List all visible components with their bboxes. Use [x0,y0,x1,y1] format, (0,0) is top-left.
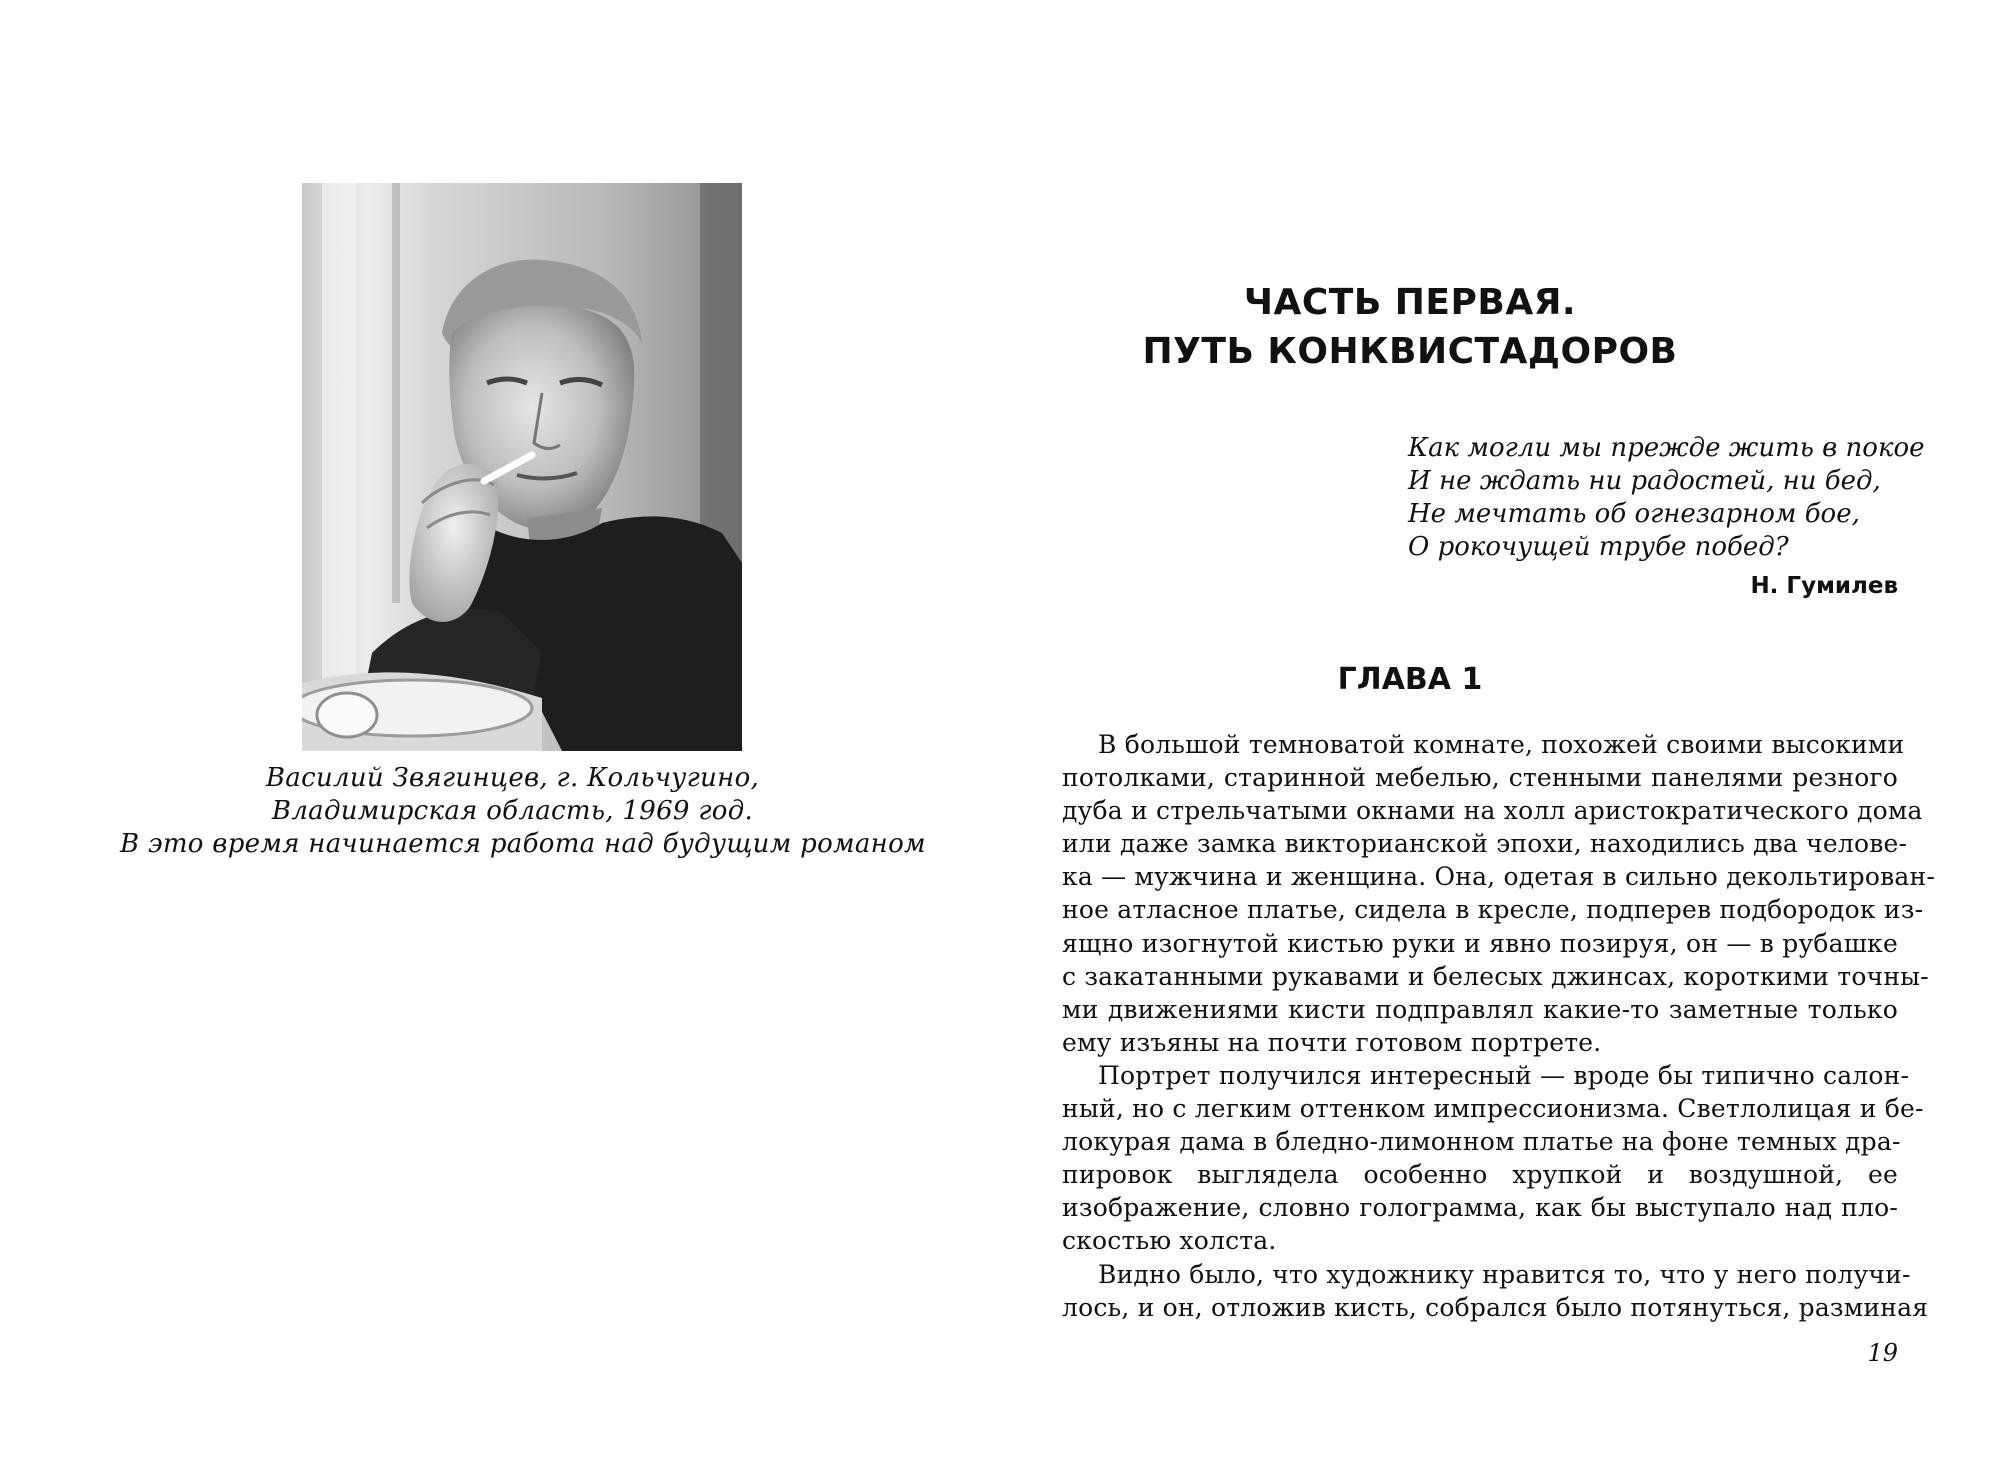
portrait-photo-image [302,183,742,751]
body-text-line: ный, но с легким оттенком импрессионизма. Светлолицая и бе- [1062,1094,1924,1124]
portrait-photo [302,183,742,751]
body-text-line: В большой темноватой комнате, похожей своими высокими [1098,730,1905,759]
body-text-line: ка — мужчина и женщина. Она, одетая в сильно декольтирован- [1062,862,1935,892]
epigraph [1408,432,1925,564]
part-heading [1060,278,1760,376]
epigraph-line: О рокочущей трубе побед? [1408,532,1789,562]
body-text-line: ное атласное платье, сидела в кресле, подперев подбородок из- [1062,895,1924,925]
photo-caption [120,762,926,861]
body-text-line: локурая дама в бледно-лимонном платье на фоне темных дра- [1062,1127,1901,1157]
body-text-line: ми движениями кисти подправлял какие-то заметные только [1062,994,1898,1024]
body-text-line: пировок выглядела особенно хрупкой и воздушной, ее [1062,1160,1898,1190]
body-text-line: потолками, старинной мебелью, стенными панелями резного [1062,763,1898,793]
body-text-line: Портрет получился интересный — вроде бы типично салон- [1098,1060,1910,1090]
body-text-line: ящно изогнутой кистью руки и явно позируя, он — в рубашке [1062,928,1898,958]
caption-line: Владимирская область, 1969 год. [271,796,754,826]
body-text-line: дуба и стрельчатыми окнами на холл аристократического дома [1062,796,1923,826]
body-text-line: ему изъяны на почти готовом портрете. [1062,1027,1602,1057]
caption-line: В это время начинается работа над будущим романом [120,829,926,859]
caption-line: Василий Звягинцев, г. Кольчугино, [265,763,760,793]
body-text-line: или даже замка викторианской эпохи, находились два челове- [1062,829,1908,859]
part-heading-line: ПУТЬ КОНКВИСТАДОРОВ [1142,331,1678,372]
body-text-line: лось, и он, отложив кисть, собрался было потянуться, разминая [1062,1292,1929,1322]
epigraph-line: И не ждать ни радостей, ни бед, [1408,466,1881,496]
body-text-line: с закатанными рукавами и белесых джинсах, короткими точны- [1062,961,1929,991]
body-text-line: Видно было, что художнику нравится то, что у него получи- [1098,1259,1911,1289]
page-number: 19 [1867,1339,1898,1367]
epigraph-line: Как могли мы прежде жить в покое [1408,433,1925,463]
epigraph-author: Н. Гумилев [1750,573,1898,599]
body-text-line: изображение, словно голограмма, как бы выступало над пло- [1062,1193,1898,1223]
part-heading-line: ЧАСТЬ ПЕРВАЯ. [1243,282,1577,323]
chapter-body-text [1062,728,1935,1324]
body-text-line: скостью холста. [1062,1226,1277,1256]
epigraph-line: Не мечтать об огнезарном бое, [1408,499,1860,529]
chapter-heading: ГЛАВА 1 [1337,662,1483,697]
